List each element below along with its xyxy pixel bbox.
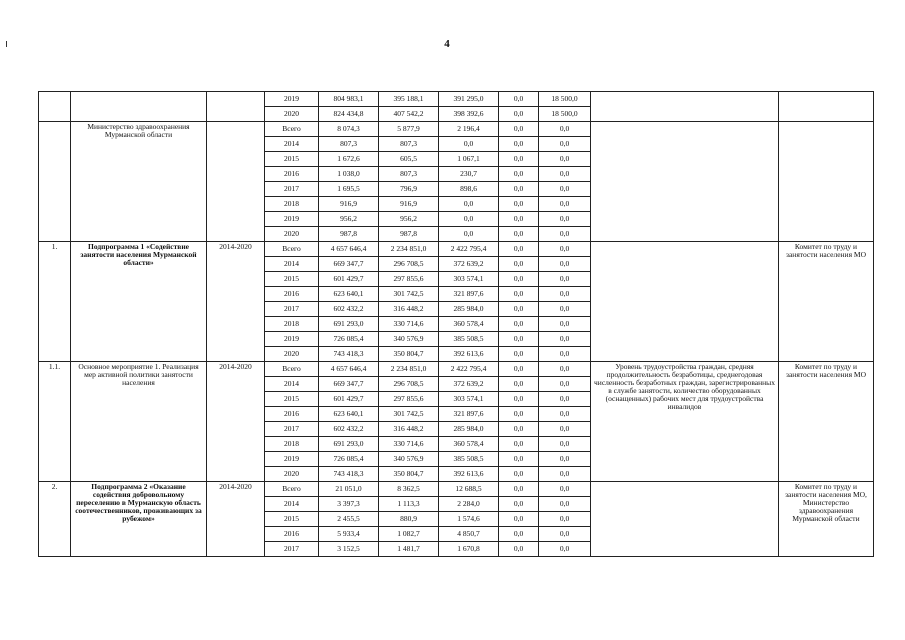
federal-budget-cell: 321 897,6 — [439, 287, 499, 302]
year-cell: 2020 — [265, 227, 319, 242]
extrabudget-cell: 18 500,0 — [539, 92, 591, 107]
local-budget-cell: 0,0 — [499, 527, 539, 542]
total-cell: 669 347,7 — [319, 377, 379, 392]
total-cell: 691 293,0 — [319, 317, 379, 332]
year-cell: Всего — [265, 482, 319, 497]
regional-budget-cell: 316 448,2 — [379, 422, 439, 437]
federal-budget-cell: 2 284,0 — [439, 497, 499, 512]
extrabudget-cell: 0,0 — [539, 437, 591, 452]
total-cell: 804 983,1 — [319, 92, 379, 107]
regional-budget-cell: 407 542,2 — [379, 107, 439, 122]
extrabudget-cell: 0,0 — [539, 182, 591, 197]
total-cell: 4 657 646,4 — [319, 362, 379, 377]
local-budget-cell: 0,0 — [499, 257, 539, 272]
total-cell: 807,3 — [319, 137, 379, 152]
table-row — [39, 362, 874, 377]
item-number-cell: 2. — [39, 482, 71, 557]
federal-budget-cell: 285 984,0 — [439, 302, 499, 317]
total-cell: 824 434,8 — [319, 107, 379, 122]
local-budget-cell: 0,0 — [499, 422, 539, 437]
extrabudget-cell: 0,0 — [539, 362, 591, 377]
year-cell: 2020 — [265, 107, 319, 122]
item-number-cell: 1.1. — [39, 362, 71, 482]
year-cell: 2018 — [265, 437, 319, 452]
total-cell: 3 397,3 — [319, 497, 379, 512]
local-budget-cell: 0,0 — [499, 512, 539, 527]
total-cell: 623 640,1 — [319, 287, 379, 302]
federal-budget-cell: 385 508,5 — [439, 452, 499, 467]
year-cell: 2019 — [265, 92, 319, 107]
item-name-cell: Подпрограмма 1 «Содействие занятости населения Мурманской области» — [71, 242, 207, 362]
total-cell: 21 051,0 — [319, 482, 379, 497]
executor-cell — [779, 122, 874, 242]
extrabudget-cell: 0,0 — [539, 197, 591, 212]
federal-budget-cell: 392 613,6 — [439, 347, 499, 362]
local-budget-cell: 0,0 — [499, 122, 539, 137]
year-cell: 2018 — [265, 197, 319, 212]
regional-budget-cell: 2 234 851,0 — [379, 362, 439, 377]
year-cell: 2016 — [265, 527, 319, 542]
regional-budget-cell: 796,9 — [379, 182, 439, 197]
extrabudget-cell: 0,0 — [539, 347, 591, 362]
total-cell: 2 455,5 — [319, 512, 379, 527]
federal-budget-cell: 0,0 — [439, 137, 499, 152]
item-number-cell: 1. — [39, 242, 71, 362]
extrabudget-cell: 0,0 — [539, 272, 591, 287]
year-cell: 2019 — [265, 332, 319, 347]
local-budget-cell: 0,0 — [499, 377, 539, 392]
total-cell: 1 672,6 — [319, 152, 379, 167]
total-cell: 726 085,4 — [319, 332, 379, 347]
total-cell: 5 933,4 — [319, 527, 379, 542]
total-cell: 602 432,2 — [319, 302, 379, 317]
federal-budget-cell: 12 688,5 — [439, 482, 499, 497]
page-edge-mark — [6, 41, 7, 47]
year-cell: 2017 — [265, 182, 319, 197]
item-number-cell — [39, 92, 71, 122]
year-cell: 2017 — [265, 542, 319, 557]
total-cell: 726 085,4 — [319, 452, 379, 467]
local-budget-cell: 0,0 — [499, 362, 539, 377]
extrabudget-cell: 0,0 — [539, 452, 591, 467]
regional-budget-cell: 807,3 — [379, 167, 439, 182]
extrabudget-cell: 0,0 — [539, 257, 591, 272]
federal-budget-cell: 392 613,6 — [439, 467, 499, 482]
total-cell: 987,8 — [319, 227, 379, 242]
year-cell: 2017 — [265, 302, 319, 317]
local-budget-cell: 0,0 — [499, 92, 539, 107]
regional-budget-cell: 605,5 — [379, 152, 439, 167]
local-budget-cell: 0,0 — [499, 182, 539, 197]
regional-budget-cell: 340 576,9 — [379, 332, 439, 347]
regional-budget-cell: 316 448,2 — [379, 302, 439, 317]
regional-budget-cell: 296 708,5 — [379, 257, 439, 272]
extrabudget-cell: 0,0 — [539, 377, 591, 392]
local-budget-cell: 0,0 — [499, 347, 539, 362]
total-cell: 956,2 — [319, 212, 379, 227]
local-budget-cell: 0,0 — [499, 542, 539, 557]
federal-budget-cell: 1 574,6 — [439, 512, 499, 527]
total-cell: 1 695,5 — [319, 182, 379, 197]
regional-budget-cell: 1 113,3 — [379, 497, 439, 512]
total-cell: 1 038,0 — [319, 167, 379, 182]
extrabudget-cell: 0,0 — [539, 542, 591, 557]
extrabudget-cell: 0,0 — [539, 332, 591, 347]
total-cell: 916,9 — [319, 197, 379, 212]
local-budget-cell: 0,0 — [499, 197, 539, 212]
federal-budget-cell: 0,0 — [439, 227, 499, 242]
extrabudget-cell: 0,0 — [539, 302, 591, 317]
local-budget-cell: 0,0 — [499, 137, 539, 152]
local-budget-cell: 0,0 — [499, 152, 539, 167]
item-name-cell: Подпрограмма 2 «Оказание содействия добровольному переселению в Мурманскую область соотечественников, проживающих за рубежом» — [71, 482, 207, 557]
year-cell: 2020 — [265, 347, 319, 362]
local-budget-cell: 0,0 — [499, 332, 539, 347]
total-cell: 623 640,1 — [319, 407, 379, 422]
indicator-cell — [591, 242, 779, 362]
item-name-cell: Министерство здравоохранения Мурманской области — [71, 122, 207, 242]
total-cell: 601 429,7 — [319, 272, 379, 287]
extrabudget-cell: 0,0 — [539, 287, 591, 302]
regional-budget-cell: 807,3 — [379, 137, 439, 152]
federal-budget-cell: 385 508,5 — [439, 332, 499, 347]
federal-budget-cell: 4 850,7 — [439, 527, 499, 542]
extrabudget-cell: 0,0 — [539, 467, 591, 482]
total-cell: 669 347,7 — [319, 257, 379, 272]
indicator-cell — [591, 92, 779, 122]
federal-budget-cell: 2 422 795,4 — [439, 362, 499, 377]
local-budget-cell: 0,0 — [499, 407, 539, 422]
local-budget-cell: 0,0 — [499, 452, 539, 467]
regional-budget-cell: 330 714,6 — [379, 437, 439, 452]
year-cell: 2014 — [265, 137, 319, 152]
federal-budget-cell: 360 578,4 — [439, 437, 499, 452]
regional-budget-cell: 395 188,1 — [379, 92, 439, 107]
local-budget-cell: 0,0 — [499, 287, 539, 302]
total-cell: 3 152,5 — [319, 542, 379, 557]
federal-budget-cell: 285 984,0 — [439, 422, 499, 437]
regional-budget-cell: 350 804,7 — [379, 347, 439, 362]
regional-budget-cell: 350 804,7 — [379, 467, 439, 482]
extrabudget-cell: 0,0 — [539, 167, 591, 182]
federal-budget-cell: 1 670,8 — [439, 542, 499, 557]
year-cell: 2015 — [265, 152, 319, 167]
year-cell: 2017 — [265, 422, 319, 437]
year-cell: 2015 — [265, 272, 319, 287]
local-budget-cell: 0,0 — [499, 497, 539, 512]
total-cell: 601 429,7 — [319, 392, 379, 407]
federal-budget-cell: 230,7 — [439, 167, 499, 182]
extrabudget-cell: 0,0 — [539, 122, 591, 137]
local-budget-cell: 0,0 — [499, 392, 539, 407]
extrabudget-cell: 0,0 — [539, 482, 591, 497]
year-cell: 2020 — [265, 467, 319, 482]
local-budget-cell: 0,0 — [499, 242, 539, 257]
extrabudget-cell: 0,0 — [539, 527, 591, 542]
regional-budget-cell: 1 082,7 — [379, 527, 439, 542]
total-cell: 602 432,2 — [319, 422, 379, 437]
total-cell: 4 657 646,4 — [319, 242, 379, 257]
year-cell: 2015 — [265, 392, 319, 407]
regional-budget-cell: 880,9 — [379, 512, 439, 527]
federal-budget-cell: 398 392,6 — [439, 107, 499, 122]
period-cell: 2014-2020 — [207, 362, 265, 482]
local-budget-cell: 0,0 — [499, 272, 539, 287]
local-budget-cell: 0,0 — [499, 302, 539, 317]
year-cell: Всего — [265, 242, 319, 257]
federal-budget-cell: 391 295,0 — [439, 92, 499, 107]
year-cell: Всего — [265, 362, 319, 377]
year-cell: 2015 — [265, 512, 319, 527]
federal-budget-cell: 360 578,4 — [439, 317, 499, 332]
extrabudget-cell: 0,0 — [539, 227, 591, 242]
regional-budget-cell: 1 481,7 — [379, 542, 439, 557]
regional-budget-cell: 916,9 — [379, 197, 439, 212]
local-budget-cell: 0,0 — [499, 227, 539, 242]
regional-budget-cell: 956,2 — [379, 212, 439, 227]
table-row — [39, 92, 874, 107]
table-row — [39, 242, 874, 257]
local-budget-cell: 0,0 — [499, 482, 539, 497]
indicator-cell — [591, 482, 779, 557]
total-cell: 743 418,3 — [319, 347, 379, 362]
extrabudget-cell: 0,0 — [539, 137, 591, 152]
extrabudget-cell: 0,0 — [539, 317, 591, 332]
item-number-cell — [39, 122, 71, 242]
page-number: 4 — [444, 38, 450, 50]
regional-budget-cell: 5 877,9 — [379, 122, 439, 137]
executor-cell: Комитет по труду и занятости населения МО — [779, 242, 874, 362]
federal-budget-cell: 321 897,6 — [439, 407, 499, 422]
item-name-cell — [71, 92, 207, 122]
federal-budget-cell: 2 422 795,4 — [439, 242, 499, 257]
extrabudget-cell: 0,0 — [539, 512, 591, 527]
indicator-cell: Уровень трудоустройства граждан, средняя продолжительность безработицы, среднегодовая численность безработных граждан, зарегистрированных в службе занятости, количество оборудованных (оснащенных) рабочих мест для трудоустройства инвалидов — [591, 362, 779, 482]
year-cell: 2019 — [265, 212, 319, 227]
extrabudget-cell: 0,0 — [539, 422, 591, 437]
year-cell: Всего — [265, 122, 319, 137]
year-cell: 2014 — [265, 377, 319, 392]
regional-budget-cell: 297 855,6 — [379, 272, 439, 287]
executor-cell: Комитет по труду и занятости населения МО — [779, 362, 874, 482]
extrabudget-cell: 0,0 — [539, 152, 591, 167]
federal-budget-cell: 2 196,4 — [439, 122, 499, 137]
federal-budget-cell: 303 574,1 — [439, 272, 499, 287]
budget-table — [38, 91, 874, 557]
indicator-cell — [591, 122, 779, 242]
executor-cell — [779, 92, 874, 122]
year-cell: 2014 — [265, 257, 319, 272]
executor-cell: Комитет по труду и занятости населения МО, Министерство здравоохранения Мурманской области — [779, 482, 874, 557]
local-budget-cell: 0,0 — [499, 167, 539, 182]
year-cell: 2016 — [265, 167, 319, 182]
period-cell: 2014-2020 — [207, 482, 265, 557]
item-name-cell: Основное мероприятие 1. Реализация мер активной политики занятости населения — [71, 362, 207, 482]
federal-budget-cell: 0,0 — [439, 212, 499, 227]
extrabudget-cell: 0,0 — [539, 242, 591, 257]
year-cell: 2016 — [265, 407, 319, 422]
regional-budget-cell: 330 714,6 — [379, 317, 439, 332]
regional-budget-cell: 301 742,5 — [379, 407, 439, 422]
regional-budget-cell: 296 708,5 — [379, 377, 439, 392]
local-budget-cell: 0,0 — [499, 437, 539, 452]
year-cell: 2016 — [265, 287, 319, 302]
federal-budget-cell: 303 574,1 — [439, 392, 499, 407]
regional-budget-cell: 8 362,5 — [379, 482, 439, 497]
period-cell — [207, 92, 265, 122]
period-cell — [207, 122, 265, 242]
year-cell: 2019 — [265, 452, 319, 467]
period-cell: 2014-2020 — [207, 242, 265, 362]
year-cell: 2014 — [265, 497, 319, 512]
extrabudget-cell: 0,0 — [539, 212, 591, 227]
total-cell: 691 293,0 — [319, 437, 379, 452]
federal-budget-cell: 1 067,1 — [439, 152, 499, 167]
federal-budget-cell: 372 639,2 — [439, 257, 499, 272]
federal-budget-cell: 372 639,2 — [439, 377, 499, 392]
extrabudget-cell: 18 500,0 — [539, 107, 591, 122]
table-row — [39, 482, 874, 497]
local-budget-cell: 0,0 — [499, 212, 539, 227]
regional-budget-cell: 297 855,6 — [379, 392, 439, 407]
table-row — [39, 122, 874, 137]
extrabudget-cell: 0,0 — [539, 407, 591, 422]
local-budget-cell: 0,0 — [499, 107, 539, 122]
regional-budget-cell: 2 234 851,0 — [379, 242, 439, 257]
local-budget-cell: 0,0 — [499, 317, 539, 332]
total-cell: 743 418,3 — [319, 467, 379, 482]
local-budget-cell: 0,0 — [499, 467, 539, 482]
regional-budget-cell: 340 576,9 — [379, 452, 439, 467]
total-cell: 8 074,3 — [319, 122, 379, 137]
extrabudget-cell: 0,0 — [539, 497, 591, 512]
regional-budget-cell: 301 742,5 — [379, 287, 439, 302]
extrabudget-cell: 0,0 — [539, 392, 591, 407]
regional-budget-cell: 987,8 — [379, 227, 439, 242]
federal-budget-cell: 0,0 — [439, 197, 499, 212]
year-cell: 2018 — [265, 317, 319, 332]
federal-budget-cell: 898,6 — [439, 182, 499, 197]
